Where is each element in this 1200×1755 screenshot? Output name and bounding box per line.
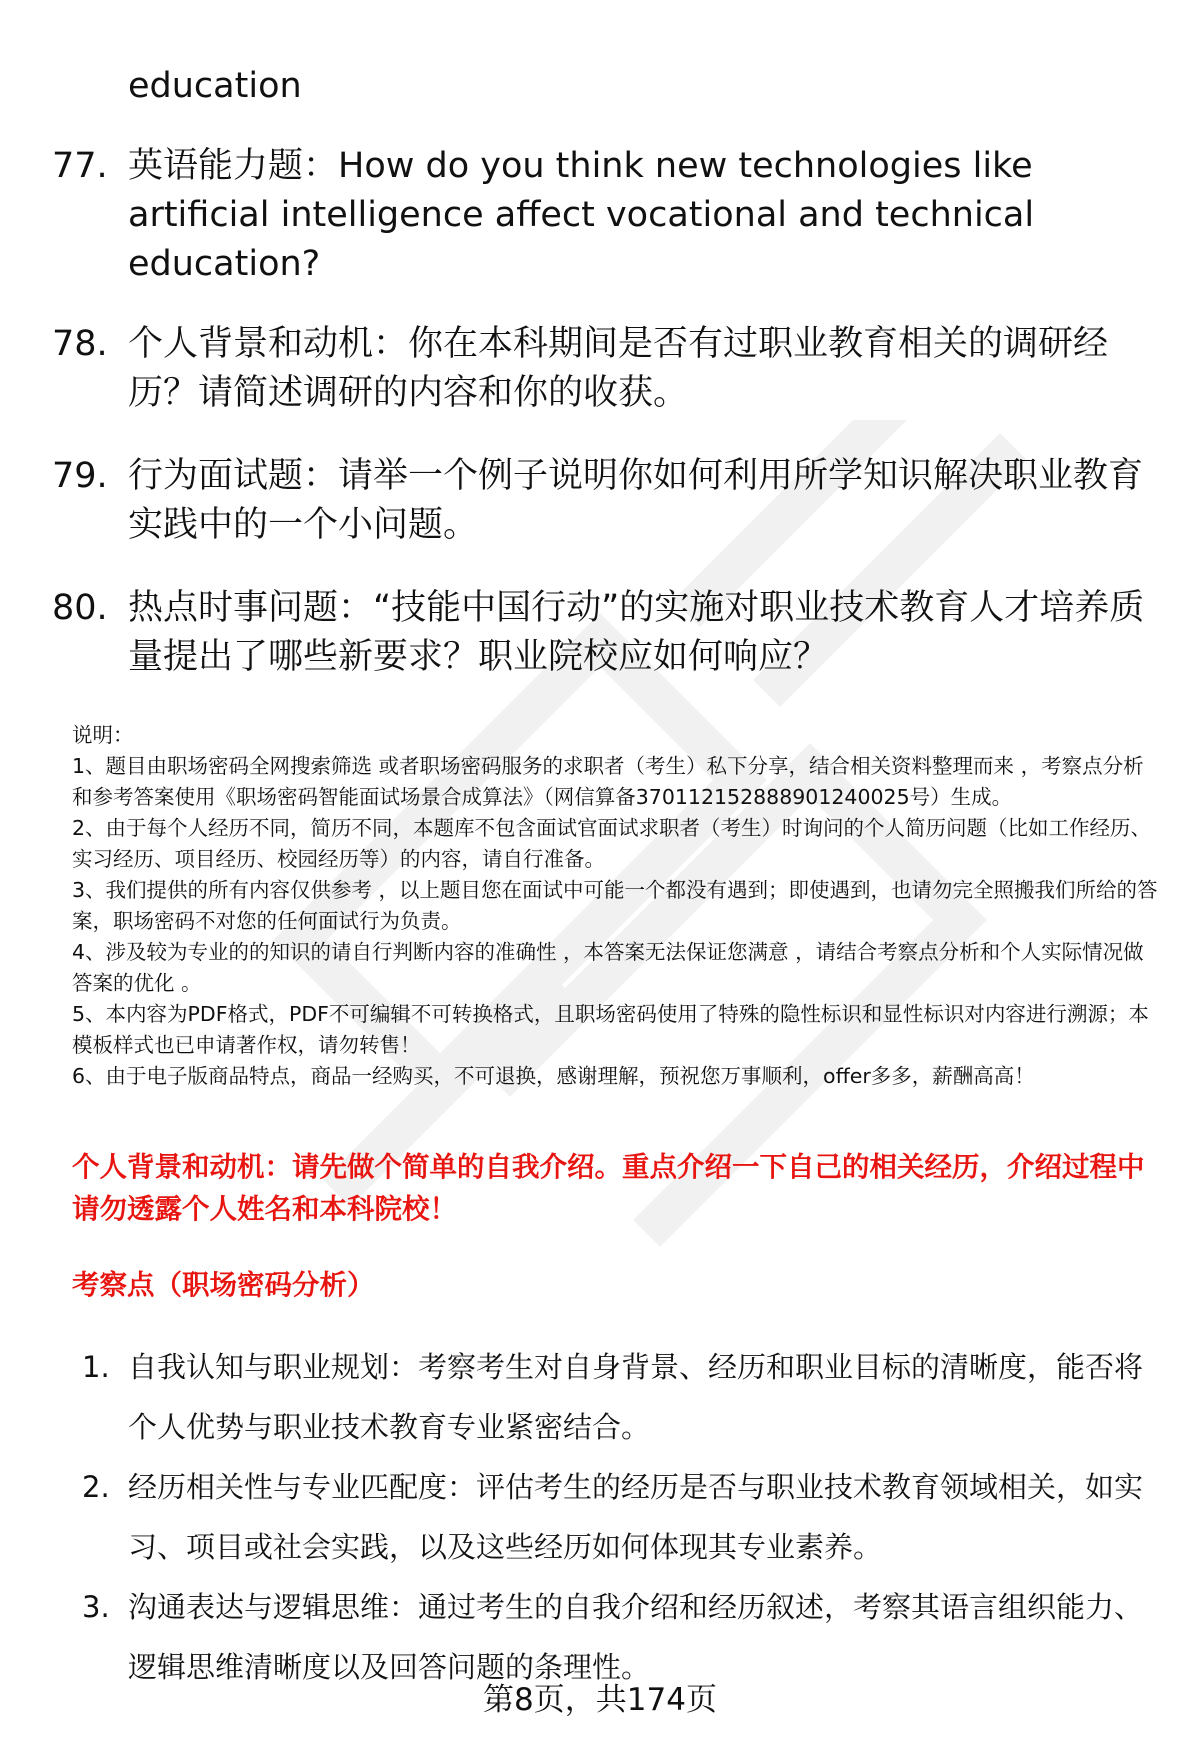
question-text: 行为面试题：请举一个例子说明你如何利用所学知识解决职业教育实践中的一个小问题。: [128, 456, 1144, 545]
point-text: 自我认知与职业规划：考察考生对自身背景、经历和职业目标的清晰度，能否将个人优势与职业技术教育专业紧密结合。: [128, 1350, 1144, 1444]
point-number: 2.: [82, 1470, 110, 1504]
question-text: 个人背景和动机：你在本科期间是否有过职业教育相关的调研经历？请简述调研的内容和你的收获。: [128, 324, 1109, 413]
notes-section: [72, 720, 1162, 1092]
question-item-79: [52, 452, 1162, 550]
question-text: 英语能力题：How do you think new technologies like artificial intelligence affect vocational and technical education?: [128, 146, 1035, 284]
point-number: 3.: [82, 1590, 110, 1624]
question-number: 77.: [52, 146, 108, 186]
question-text: 热点时事问题：“技能中国行动”的实施对职业技术教育人才培养质量提出了哪些新要求？职业院校应如何响应？: [128, 588, 1145, 677]
note-item: 2、由于每个人经历不同，简历不同，本题库不包含面试官面试求职者（考生）时询问的个人简历问题（比如工作经历、实习经历、项目经历、校园经历等）的内容，请自行准备。: [72, 816, 1152, 871]
note-item: 1、题目由职场密码全网搜索筛选 或者职场密码服务的求职者（考生）私下分享，结合相关资料整理而来 ，考察点分析和参考答案使用《职场密码智能面试场景合成算法》（网信算备370112152888901240025号）生成。: [72, 754, 1144, 809]
question-item-80: [52, 584, 1162, 682]
question-item-77: [52, 142, 1162, 289]
question-76-tail: education: [128, 66, 302, 106]
analysis-point: [82, 1577, 1162, 1697]
question-number: 78.: [52, 324, 108, 364]
note-item: 5、本内容为PDF格式，PDF不可编辑不可转换格式，且职场密码使用了特殊的隐性标识和显性标识对内容进行溯源；本模板样式也已申请著作权，请勿转售！: [72, 1002, 1149, 1057]
note-item: 6、由于电子版商品特点，商品一经购买，不可退换，感谢理解，预祝您万事顺利，offer多多，薪酬高高！: [72, 1064, 1035, 1088]
analysis-point: [82, 1457, 1162, 1577]
analysis-points: [82, 1337, 1162, 1697]
note-item: 4、涉及较为专业的的知识的请自行判断内容的准确性 ，本答案无法保证您满意 ，请结合考察点分析和个人实际情况做答案的优化 。: [72, 940, 1144, 995]
analysis-point: [82, 1337, 1162, 1457]
notes-title: 说明：: [72, 723, 134, 747]
section-title: 考察点（职场密码分析）: [72, 1269, 375, 1301]
highlight-question: 个人背景和动机：请先做个简单的自我介绍。重点介绍一下自己的相关经历，介绍过程中请勿透露个人姓名和本科院校！: [72, 1151, 1145, 1225]
point-number: 1.: [82, 1350, 110, 1384]
point-text: 沟通表达与逻辑思维：通过考生的自我介绍和经历叙述，考察其语言组织能力、逻辑思维清晰度以及回答问题的条理性。: [128, 1590, 1144, 1684]
question-item-78: [52, 320, 1162, 418]
point-text: 经历相关性与专业匹配度：评估考生的经历是否与职业技术教育领域相关，如实习、项目或社会实践，以及这些经历如何体现其专业素养。: [128, 1470, 1144, 1564]
question-number: 80.: [52, 588, 108, 628]
page-footer: 第8页，共174页: [483, 1682, 717, 1718]
note-item: 3、我们提供的所有内容仅供参考 ，以上题目您在面试中可能一个都没有遇到；即使遇到，也请勿完全照搬我们所给的答案，职场密码不对您的任何面试行为负责。: [72, 878, 1158, 933]
question-number: 79.: [52, 456, 108, 496]
